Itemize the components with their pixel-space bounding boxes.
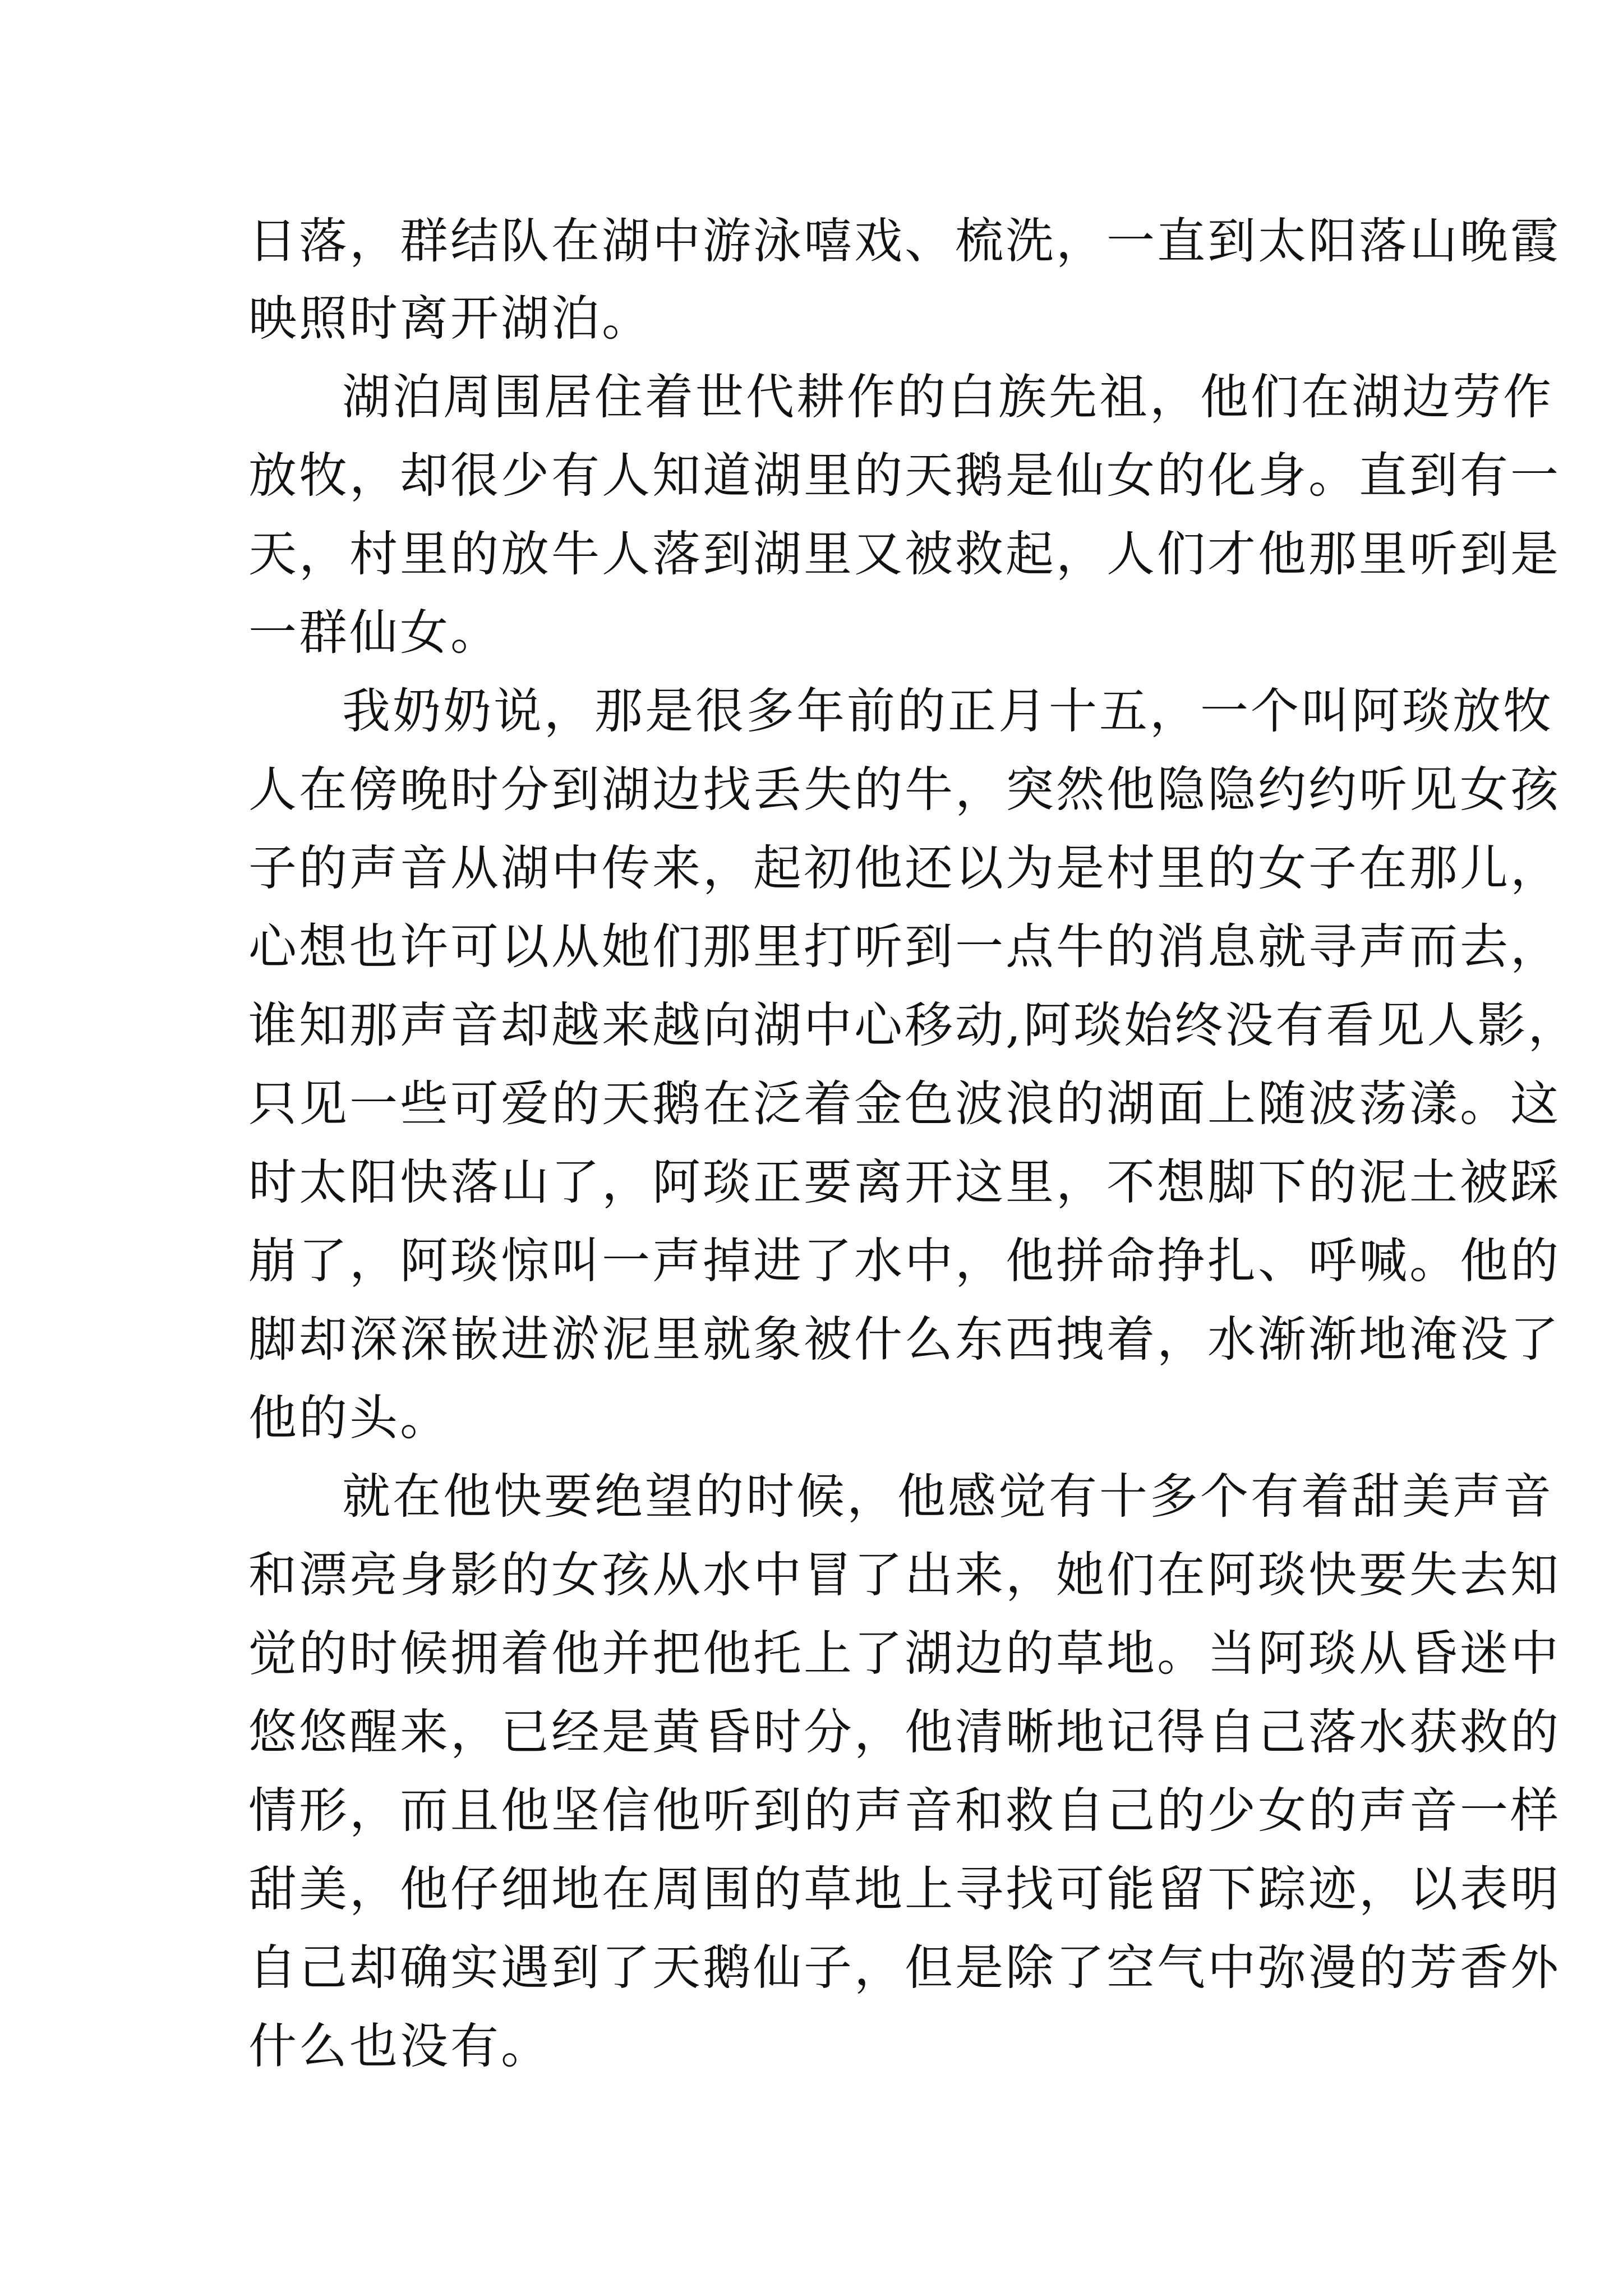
paragraph-first-line: 就在他快要绝望的时候，他感觉有十多个有着甜美声音 <box>342 1469 1553 1525</box>
text-line: 什么也没有。 <box>248 2018 551 2074</box>
text-line: 情形，而且他坚信他听到的声音和救自己的少女的声音一样 <box>248 1783 1561 1839</box>
text-line: 悠悠醒来，已经是黄昏时分，他清晰地记得自己落水获救的 <box>248 1704 1561 1760</box>
text-line: 崩了，阿琰惊叫一声掉进了水中，他拼命挣扎、呼喊。他的 <box>248 1233 1561 1289</box>
text-line: 日落，群结队在湖中游泳嘻戏、梳洗，一直到太阳落山晚霞 <box>248 213 1561 269</box>
text-line: 时太阳快落山了，阿琰正要离开这里，不想脚下的泥土被踩 <box>248 1154 1561 1211</box>
text-line: 他的头。 <box>248 1390 450 1446</box>
text-line: 放牧，却很少有人知道湖里的天鹅是仙女的化身。直到有一 <box>248 448 1561 504</box>
text-line: 谁知那声音却越来越向湖中心移动,阿琰始终没有看见人影， <box>248 997 1579 1053</box>
text-line: 和漂亮身影的女孩从水中冒了出来，她们在阿琰快要失去知 <box>248 1547 1561 1603</box>
text-line: 一群仙女。 <box>248 605 501 661</box>
text-line: 觉的时候拥着他并把他托上了湖边的草地。当阿琰从昏迷中 <box>248 1626 1561 1682</box>
text-line: 天，村里的放牛人落到湖里又被救起，人们才他那里听到是 <box>248 526 1561 582</box>
text-line: 只见一些可爱的天鹅在泛着金色波浪的湖面上随波荡漾。这 <box>248 1076 1561 1132</box>
paragraph-first-line: 湖泊周围居住着世代耕作的白族先祖，他们在湖边劳作 <box>342 369 1553 425</box>
text-line: 人在傍晚时分到湖边找丢失的牛，突然他隐隐约约听见女孩 <box>248 762 1561 818</box>
text-line: 映照时离开湖泊。 <box>248 291 652 347</box>
paragraph-first-line: 我奶奶说，那是很多年前的正月十五，一个叫阿琰放牧 <box>342 683 1553 739</box>
text-line: 子的声音从湖中传来，起初他还以为是村里的女子在那儿， <box>248 840 1561 896</box>
text-line: 甜美，他仔细地在周围的草地上寻找可能留下踪迹，以表明 <box>248 1861 1561 1917</box>
text-line: 脚却深深嵌进淤泥里就象被什么东西拽着，水渐渐地淹没了 <box>248 1312 1561 1368</box>
text-line: 自己却确实遇到了天鹅仙子，但是除了空气中弥漫的芳香外 <box>248 1940 1561 1996</box>
text-line: 心想也许可以从她们那里打听到一点牛的消息就寻声而去， <box>248 919 1561 975</box>
